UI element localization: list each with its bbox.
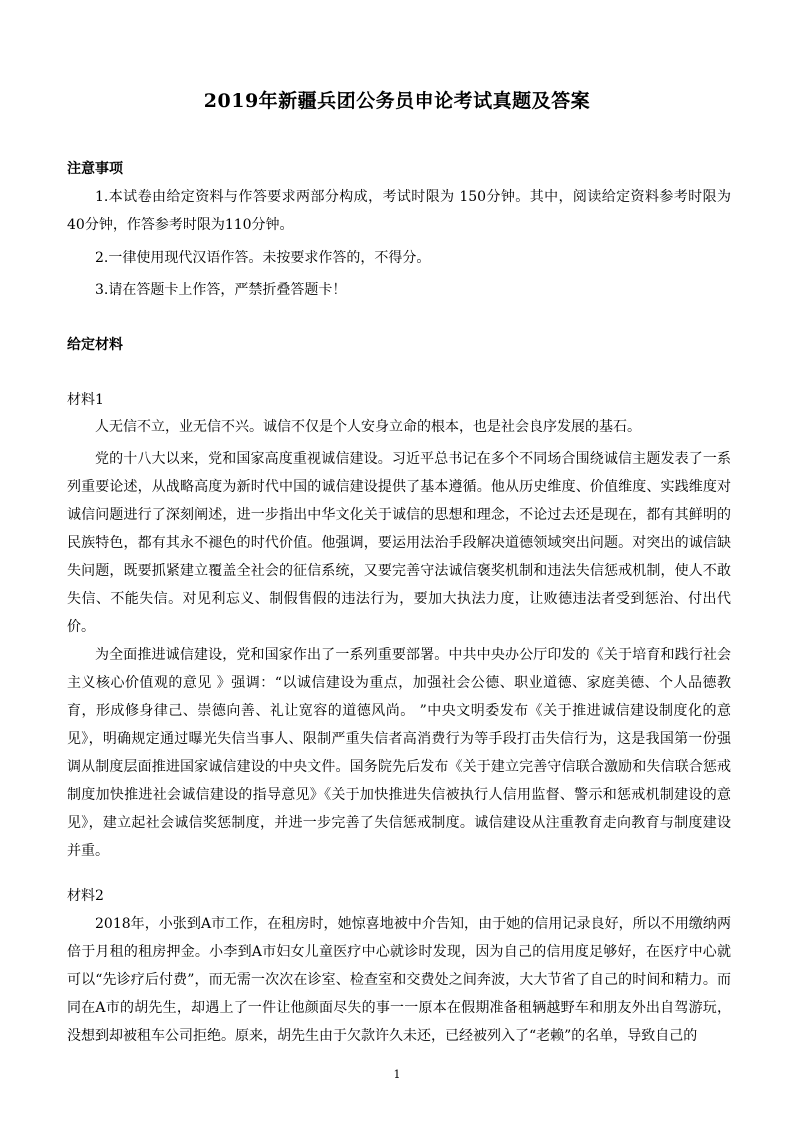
material-1-label: 材料1 bbox=[67, 392, 104, 408]
page-title: 2019年新疆兵团公务员申论考试真题及答案 bbox=[203, 90, 591, 112]
material-2-paragraph-1: 2018年，小张到A市工作，在租房时，她惊喜地被中介告知，由于她的信用记录良好，所以不用缴纳两倍于月租的租房押金。小李到A市妇女儿童医疗中心就诊时发现，因为自己的信用度足够好，在医疗中心就可以“先诊疗后付费”，而无需一次次在诊室、检查室和交费处之间奔波，大大节省了自己的时间和精力。而同在A市的胡先生，却遇上了一件让他颜面尽失的事一一原本在假期准备租辆越野车和朋友外出自驾游玩，没想到却被租车公司拒绝。原来，胡先生由于欠款许久未还，已经被列入了“老赖”的名单，导致自己的 bbox=[67, 916, 731, 1044]
material-1-paragraph-3: 为全面推进诚信建设，党和国家作出了一系列重要部署。中共中央办公厅印发的《关于培育和践行社会主义核心价值观的意见 》强调：“以诚信建设为重点，加强社会公德、职业道德、家庭美德、个人品德教育，形成修身律己、崇德向善、礼让宽容的道德风尚。 ”中央文明委发布《关于推进诚信建设制度化的意见》，明确规定通过曝光失信当事人、限制严重失信者高消费行为等手段打击失信行为，这是我国第一份强调从制度层面推进国家诚信建设的中央文件。国务院先后发布《关于建立完善守信联合激励和失信联合惩戒制度加快推进社会诚信建设的指导意见》《关于加快推进失信被执行人信用监督、警示和惩戒机制建设的意见》，建立起社会诚信奖惩制度，并进一步完善了失信惩戒制度。诚信建设从注重教育走向教育与制度建设并重。 bbox=[67, 647, 731, 859]
notice-item-3: 3.请在答题卡上作答，严禁折叠答题卡！ bbox=[95, 282, 347, 298]
page-number: 1 bbox=[393, 1068, 401, 1081]
material-1-paragraph-1: 人无信不立，业无信不兴。诚信不仅是个人安身立命的根本，也是社会良序发展的基石。 bbox=[95, 419, 641, 435]
materials-heading: 给定材料 bbox=[67, 337, 123, 353]
material-1-paragraph-2: 党的十八大以来，党和国家高度重视诚信建设。习近平总书记在多个不同场合围绕诚信主题发表了一系列重要论述，从战略高度为新时代中国的诚信建设提供了基本遵循。他从历史维度、价值维度、实践维度对诚信问题进行了深刻阐述，进一步指出中华文化关于诚信的思想和理念，不论过去还是现在，都有其鲜明的民族特色，都有其永不褪色的时代价值。他强调，要运用法治手段解决道德领域突出问题。对突出的诚信缺失问题，既要抓紧建立覆盖全社会的征信系统，又要完善守法诚信褒奖机制和违法失信惩戒机制，使人不敢失信、不能失信。对见利忘义、制假售假的违法行为，要加大执法力度，让败德违法者受到惩治、付出代价。 bbox=[67, 451, 731, 635]
notice-heading: 注意事项 bbox=[67, 161, 123, 177]
notice-item-1: 1.本试卷由给定资料与作答要求两部分构成，考试时限为 150分钟。其中，阅读给定资料参考时限为 40分钟，作答参考时限为110分钟。 bbox=[67, 189, 731, 233]
notice-item-2: 2.一律使用现代汉语作答。未按要求作答的，不得分。 bbox=[95, 250, 431, 266]
material-2-label: 材料2 bbox=[67, 888, 104, 904]
